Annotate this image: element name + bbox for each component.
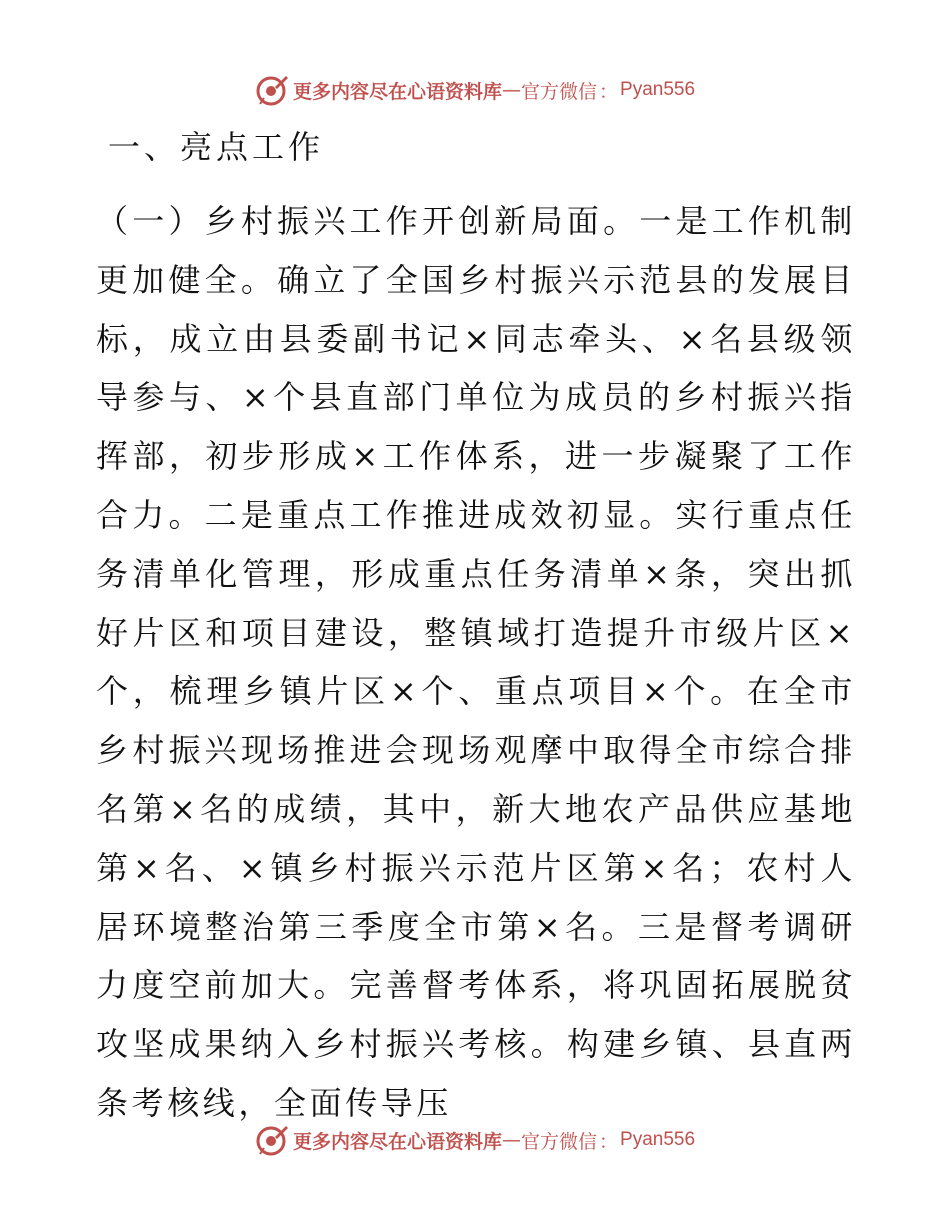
watermark-id: Pyan556 bbox=[620, 1129, 696, 1150]
footer-watermark bbox=[0, 1120, 950, 1160]
watermark-main-text: 更多内容尽在心语资料库 bbox=[292, 1130, 502, 1153]
section-heading: 一、亮点工作 bbox=[108, 128, 325, 166]
watermark-main-text: 更多内容尽在心语资料库 bbox=[292, 80, 502, 103]
watermark-colon: ： bbox=[599, 1130, 619, 1153]
watermark-official-text: 官方微信 bbox=[520, 80, 597, 103]
watermark-colon: ： bbox=[599, 80, 619, 103]
body-paragraph: （一）乡村振兴工作开创新局面。一是工作机制更加健全。确立了全国乡村振兴示范县的发展目标，成立由县委副书记×同志牵头、×名县级领导参与、×个县直部门单位为成员的乡村振兴指挥部，初步形成×工作体系，进一步凝聚了工作合力。二是重点工作推进成效初显。实行重点任务清单化管理，形成重点任务清单×条，突出抓好片区和项目建设，整镇域打造提升市级片区×个，梳理乡镇片区×个、重点项目×个。在全市乡村振兴现场推进会现场观摩中取得全市综合排名第×名的成绩，其中，新大地农产品供应基地第×名、×镇乡村振兴示范片区第×名；农村人居环境整治第三季度全市第×名。三是督考调研力度空前加大。完善督考体系，将巩固拓展脱贫攻坚成果纳入乡村振兴考核。构建乡镇、县直两条考核线，全面传导压 bbox=[96, 202, 856, 1122]
pen-logo-icon bbox=[255, 73, 289, 107]
watermark-official-text: 官方微信 bbox=[520, 1130, 597, 1153]
watermark-dash: — bbox=[501, 79, 521, 101]
watermark-id: Pyan556 bbox=[620, 79, 696, 100]
watermark-dash: — bbox=[501, 1129, 521, 1151]
pen-logo-icon bbox=[255, 1123, 289, 1157]
header-watermark bbox=[0, 70, 950, 110]
